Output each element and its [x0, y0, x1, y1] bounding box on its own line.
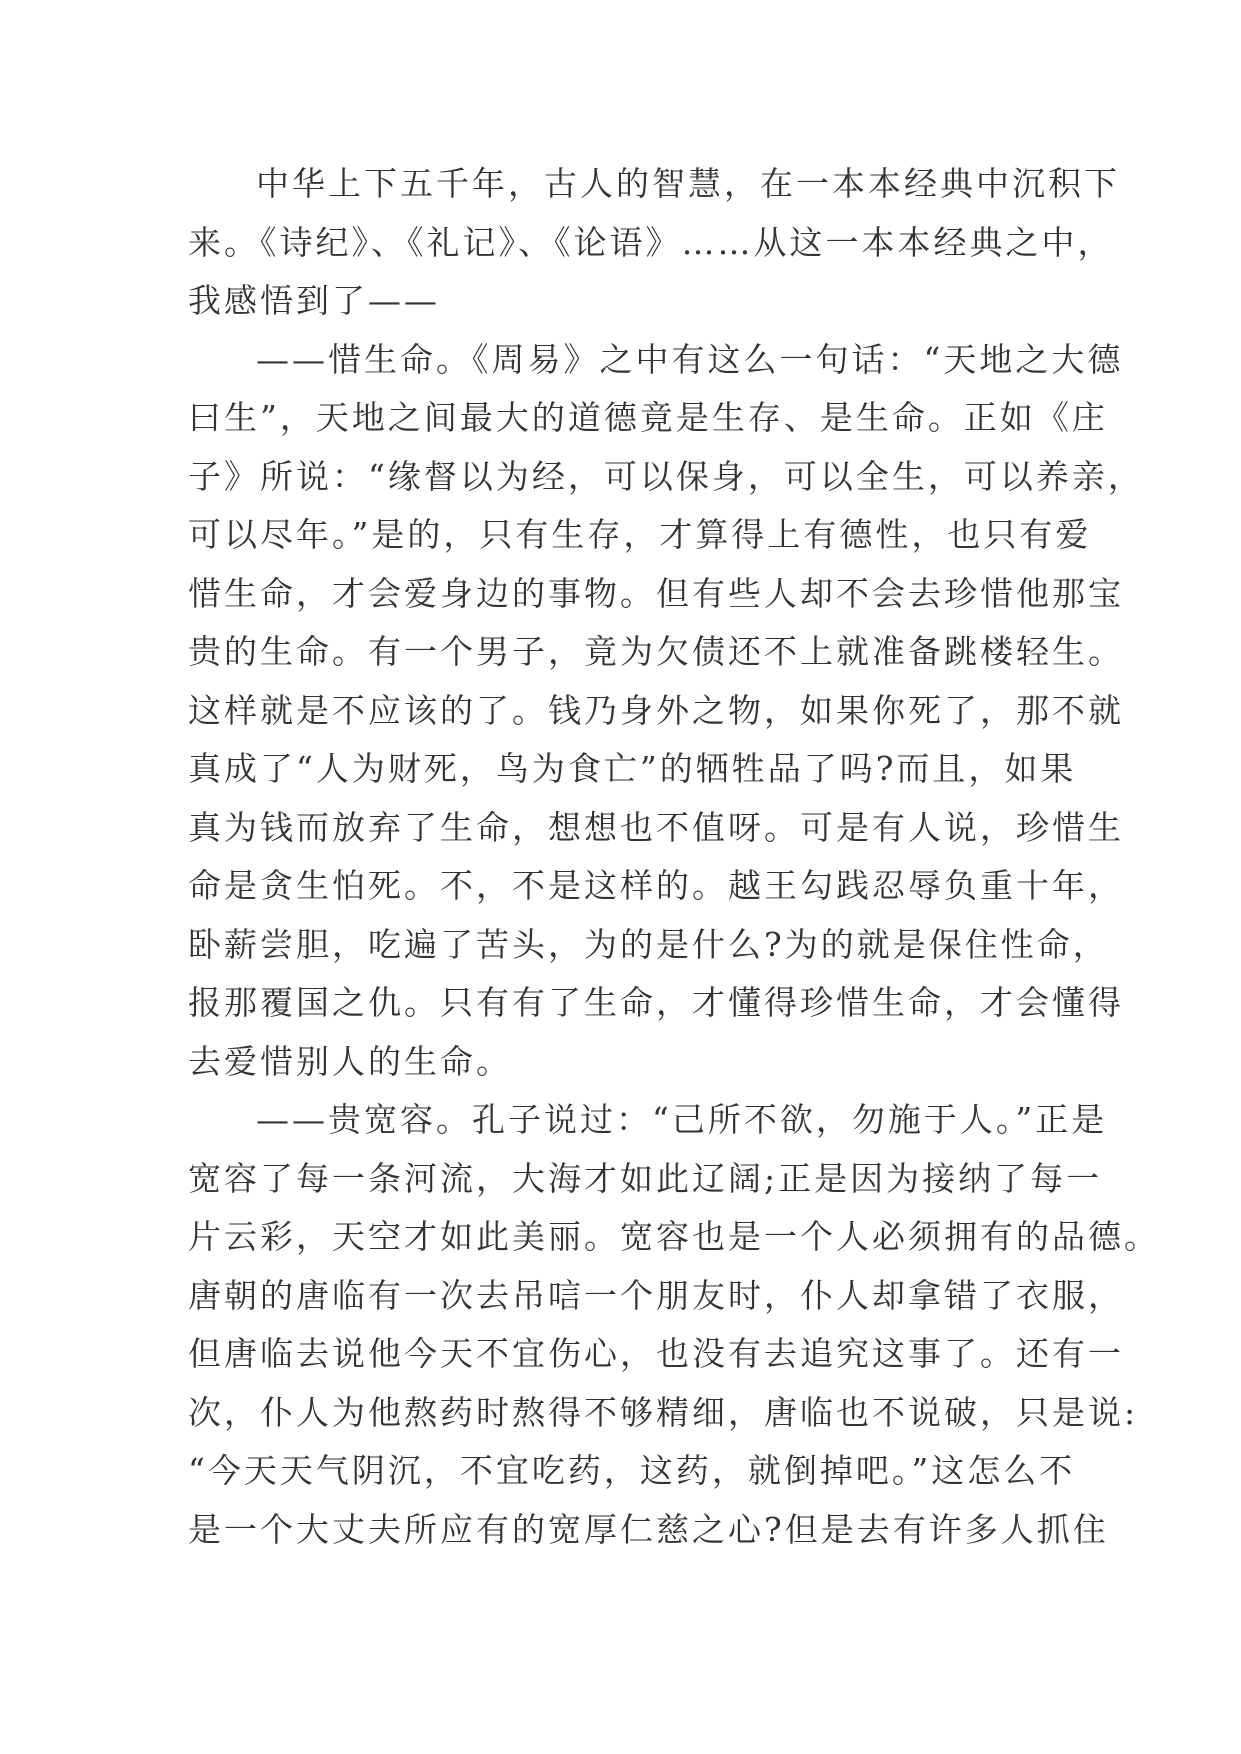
text-line: ——惜生命。《周易》之中有这么一句话：“天地之大德: [256, 339, 1124, 379]
text-line: 命是贪生怕死。不，不是这样的。越王勾践忍辱负重十年，: [188, 866, 1124, 905]
text-line: 唐朝的唐临有一次去吊唁一个朋友时，仆人却拿错了衣服，: [188, 1275, 1124, 1315]
text-line: 真为钱而放弃了生命，想想也不值呀。可是有人说，珍惜生: [188, 807, 1124, 847]
text-line: ——贵宽容。孔子说过：“己所不欲，勿施于人。”正是: [256, 1100, 1108, 1139]
text-line: 可以尽年。”是的，只有生存，才算得上有德性，也只有爱: [188, 515, 1092, 554]
text-line: 来。《诗纪》、《礼记》、《论语》……从这一本本经典之中，: [188, 222, 1114, 262]
essay-body: [188, 155, 1160, 1559]
text-line: 但唐临去说他今天不宜伤心，也没有去追究这事了。还有一: [188, 1334, 1124, 1373]
text-line: 去爱惜别人的生命。: [188, 1041, 512, 1081]
text-line: 卧薪尝胆，吃遍了苦头，为的是什么?为的就是保住性命，: [188, 924, 1109, 964]
text-line: “今天天气阴沉，不宜吃药，这药，就倒掉吧。”这怎么不: [188, 1451, 1076, 1490]
text-line: 这样就是不应该的了。钱乃身外之物，如果你死了，那不就: [188, 690, 1124, 730]
text-line: 是一个大丈夫所应有的宽厚仁慈之心?但是去有许多人抓住: [188, 1509, 1109, 1549]
text-line: 真成了“人为财死，鸟为食亡”的牺牲品了吗?而且，如果: [188, 749, 1077, 788]
text-line: 惜生命，才会爱身边的事物。但有些人却不会去珍惜他那宝: [188, 573, 1124, 613]
text-line: 我感悟到了——: [188, 281, 440, 320]
text-line: 贵的生命。有一个男子，竟为欠债还不上就准备跳楼轻生。: [188, 632, 1124, 671]
text-line: 子》所说：“缘督以为经，可以保身，可以全生，可以养亲，: [188, 456, 1144, 496]
text-line: 次，仆人为他熬药时熬得不够精细，唐临也不说破，只是说:: [188, 1392, 1139, 1432]
text-line: 报那覆国之仇。只有有了生命，才懂得珍惜生命，才会懂得: [188, 983, 1124, 1022]
text-line: 片云彩，天空才如此美丽。宽容也是一个人必须拥有的品德。: [188, 1217, 1160, 1256]
text-line: 宽容了每一条河流，大海才如此辽阔;正是因为接纳了每一: [188, 1158, 1103, 1198]
text-line: 中华上下五千年，古人的智慧，在一本本经典中沉积下: [256, 164, 1120, 203]
text-line: 曰生”，天地之间最大的道德竟是生存、是生命。正如《庄: [188, 398, 1108, 437]
